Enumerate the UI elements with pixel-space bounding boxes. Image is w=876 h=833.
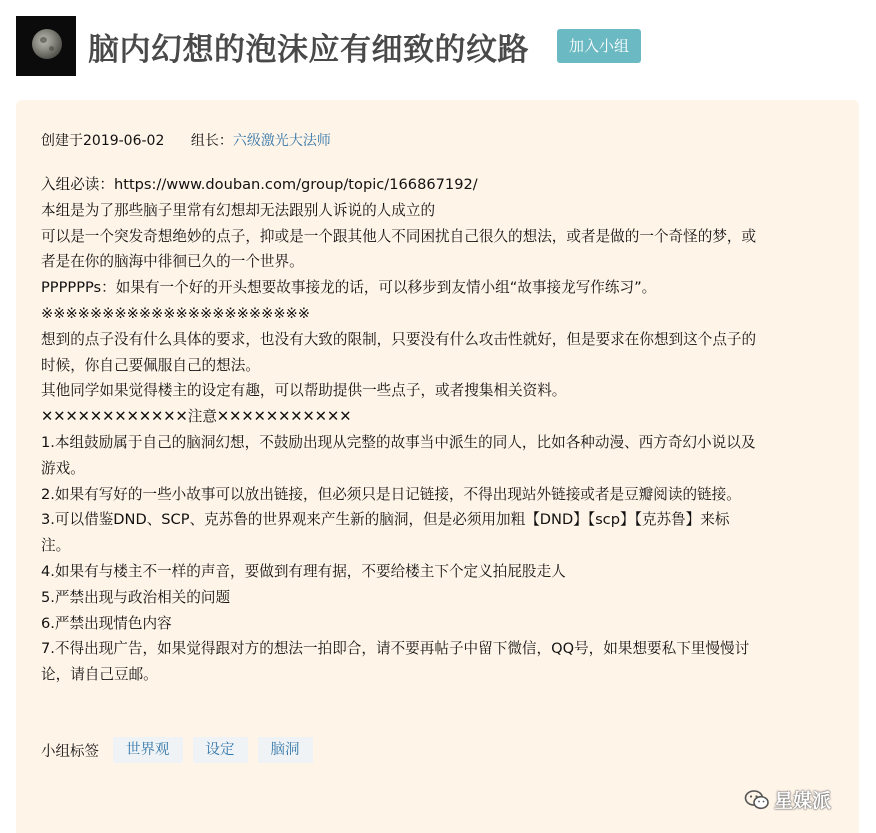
intro-line: 3.可以借鉴DND、SCP、克苏鲁的世界观来产生新的脑洞，但是必须用加粗【DND】【scp】【克苏鲁】来标 (41, 511, 730, 529)
intro-line: 6.严禁出现情色内容 (41, 614, 172, 632)
tag-brainhole[interactable]: 脑洞 (258, 737, 313, 763)
moon-avatar-icon (32, 29, 62, 59)
tag-setting[interactable]: 设定 (193, 737, 248, 763)
intro-line: ✕✕✕✕✕✕✕✕✕✕✕✕注意✕✕✕✕✕✕✕✕✕✕✕ (41, 408, 352, 426)
intro-line: 7.不得出现广告，如果觉得跟对方的想法一拍即合，请不要再帖子中留下微信，QQ号，如果想要私下里慢慢讨 (41, 640, 750, 658)
intro-line: 想到的点子没有什么具体的要求，也没有大致的限制，只要没有什么攻击性就好，但是要求在你想到这个点子的 (41, 330, 757, 348)
group-title: 脑内幻想的泡沫应有细致的纹路 (88, 31, 529, 68)
join-group-button[interactable]: 加入小组 (557, 29, 641, 63)
intro-line: 入组必读：https://www.douban.com/group/topic/166867192/ (41, 176, 478, 193)
intro-line: 其他同学如果觉得楼主的设定有趣，可以帮助提供一些点子，或者搜集相关资料。 (41, 382, 567, 400)
owner-link[interactable]: 六级激光大法师 (232, 133, 331, 149)
intro-line: 1.本组鼓励属于自己的脑洞幻想，不鼓励出现从完整的故事当中派生的同人，比如各种动漫、西方奇幻小说以及 (41, 433, 756, 451)
watermark-text: 星媒派 (773, 790, 831, 812)
intro-line: ※※※※※※※※※※※※※※※※※※※※※※ (41, 304, 311, 322)
intro-line: 4.如果有与楼主不一样的声音，要做到有理有据，不要给楼主下个定义拍屁股走人 (41, 562, 566, 580)
wechat-icon (744, 789, 770, 811)
group-tags (41, 737, 323, 763)
group-info-panel (16, 100, 859, 833)
intro-line: 论，请自己豆邮。 (41, 666, 158, 684)
tag-worldview[interactable]: 世界观 (113, 737, 183, 763)
intro-line: 本组是为了那些脑子里常有幻想却无法跟别人诉说的人成立的 (41, 201, 436, 219)
group-header (16, 16, 641, 76)
group-intro (41, 172, 836, 688)
intro-line: 2.如果有写好的一些小故事可以放出链接，但必须只是日记链接，不得出现站外链接或者是豆瓣阅读的链接。 (41, 485, 741, 503)
owner-label: 组长： (190, 133, 233, 149)
created-date: 创建于2019-06-02 (41, 133, 165, 149)
group-avatar[interactable] (16, 16, 76, 76)
intro-line: 5.严禁出现与政治相关的问题 (41, 588, 231, 606)
intro-line: 时候，你自己要佩服自己的想法。 (41, 356, 260, 374)
intro-line: 注。 (41, 537, 71, 555)
intro-line: 游戏。 (41, 459, 85, 477)
intro-line: 者是在你的脑海中徘徊已久的一个世界。 (41, 253, 304, 271)
tags-label: 小组标签 (41, 743, 99, 760)
intro-line: 可以是一个突发奇想绝妙的点子，抑或是一个跟其他人不同困扰自己很久的想法，或者是做的一个奇怪的梦，或 (41, 227, 757, 245)
watermark (744, 786, 831, 813)
group-meta (41, 130, 833, 152)
intro-line: PPPPPPs：如果有一个好的开头想要故事接龙的话，可以移步到友情小组“故事接龙写作练习”。 (41, 279, 657, 297)
